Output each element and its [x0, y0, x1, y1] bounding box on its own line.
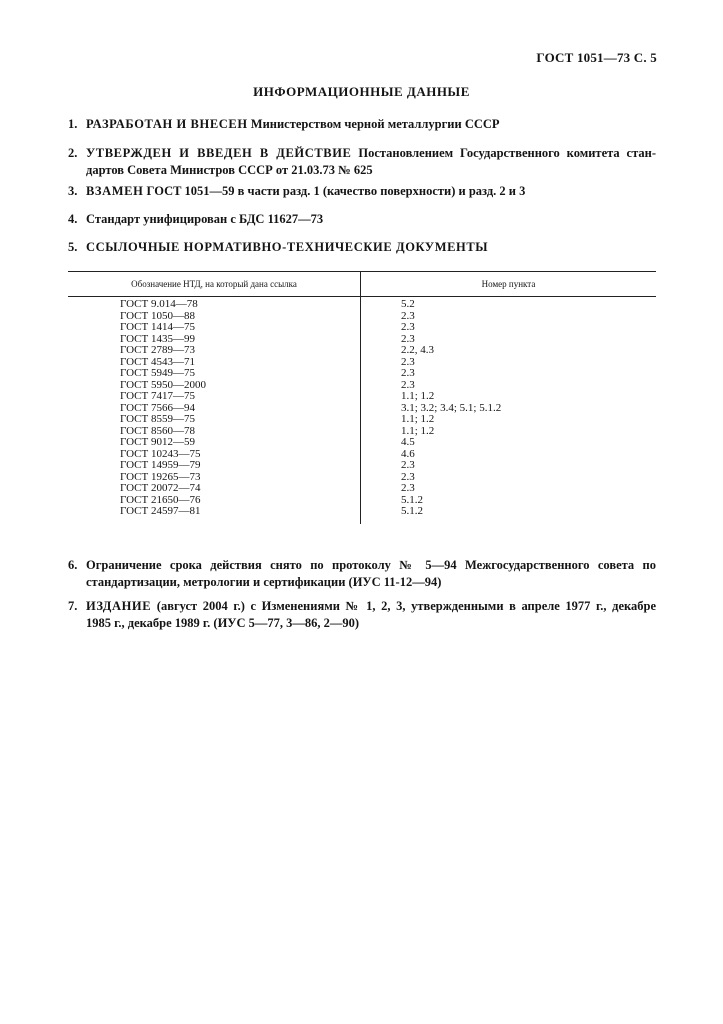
- table-cell-point: 2.3: [401, 378, 415, 391]
- item-number: 7.: [68, 599, 78, 613]
- table-cell-ntd: ГОСТ 9.014—78: [120, 298, 198, 310]
- table-cell-point: 2.3: [401, 367, 415, 379]
- table-cell-ntd: ГОСТ 8559—75: [120, 413, 195, 425]
- table-cell-point: 1.1; 1.2: [401, 424, 435, 437]
- info-item-1: [68, 116, 656, 133]
- reference-table: [68, 271, 656, 524]
- item-lead: ВЗАМЕН: [86, 184, 144, 198]
- item-number: 6.: [68, 558, 78, 572]
- column-point: [361, 297, 656, 524]
- info-item-3: [68, 183, 656, 200]
- info-item-2: [68, 145, 656, 179]
- section-title: ИНФОРМАЦИОННЫЕ ДАННЫЕ: [253, 84, 470, 99]
- table-cell-ntd: ГОСТ 1435—99: [120, 332, 195, 345]
- table-cell-point: 5.1.2: [401, 505, 423, 517]
- table-cell-ntd: ГОСТ 24597—81: [120, 505, 201, 517]
- info-item-6: [68, 557, 656, 591]
- table-cell-ntd: ГОСТ 8560—78: [120, 424, 195, 437]
- item-text-line2: дартов Совета Министров СССР от 21.03.73 № 625: [86, 163, 373, 177]
- table-cell-ntd: ГОСТ 20072—74: [120, 482, 201, 494]
- table-cell-ntd: ГОСТ 7417—75: [120, 390, 195, 402]
- table-cell-ntd: ГОСТ 4543—71: [120, 355, 195, 368]
- table-cell-ntd: ГОСТ 9012—59: [120, 436, 195, 448]
- table-cell-point: 2.3: [401, 459, 415, 471]
- table-cell-point: 5.1.2: [401, 493, 423, 506]
- item-text-line1: (август 2004 г.) с Изменениями № 1, 2, 3, утвержденными в апреле 1977 г., декабре: [156, 599, 657, 613]
- table-cell-ntd: ГОСТ 1414—75: [120, 321, 195, 333]
- table-cell-ntd: ГОСТ 10243—75: [120, 447, 201, 460]
- table-cell-ntd: ГОСТ 2789—73: [120, 344, 195, 356]
- table-cell-ntd: ГОСТ 21650—76: [120, 493, 201, 506]
- item-number: 3.: [68, 184, 78, 198]
- table-cell-ntd: ГОСТ 19265—73: [120, 470, 201, 483]
- table-cell-point: 2.3: [401, 482, 415, 494]
- table-cell-point: 2.3: [401, 309, 415, 322]
- item-number: 5.: [68, 240, 78, 254]
- info-item-7: [68, 598, 656, 632]
- column-ntd: [68, 297, 361, 524]
- table-cell-point: 5.2: [401, 298, 415, 310]
- table-cell-point: 2.3: [401, 470, 415, 483]
- table-cell-point: 3.1; 3.2; 3.4; 5.1; 5.1.2: [401, 401, 502, 414]
- item-text: Министерством черной металлургии СССР: [250, 117, 500, 131]
- table-cell-ntd: ГОСТ 1050—88: [120, 309, 195, 322]
- item-text: ГОСТ 1051—59 в части разд. 1 (качество поверхности) и разд. 2 и 3: [146, 184, 526, 198]
- item-number: 1.: [68, 117, 78, 131]
- item-text-line2: 1985 г., декабре 1989 г. (ИУС 5—77, 3—86, 2—90): [86, 616, 360, 630]
- info-item-5: [68, 239, 656, 256]
- page-header-ref: ГОСТ 1051—73 С. 5: [536, 50, 657, 65]
- item-text-line1: Постановлением Государственного комитета стан-: [358, 146, 656, 160]
- table-cell-point: 2.3: [401, 332, 415, 345]
- table-cell-point: 2.3: [401, 355, 415, 368]
- info-item-4: [68, 211, 656, 228]
- table-cell-ntd: ГОСТ 5949—75: [120, 367, 195, 379]
- table-cell-point: 2.3: [401, 321, 415, 333]
- table-cell-ntd: ГОСТ 5950—2000: [120, 378, 206, 391]
- header-point: Номер пункта: [481, 279, 536, 289]
- item-lead: ИЗДАНИЕ: [86, 599, 152, 613]
- item-lead: ССЫЛОЧНЫЕ НОРМАТИВНО-ТЕХНИЧЕСКИЕ ДОКУМЕНТЫ: [86, 240, 489, 254]
- item-lead: РАЗРАБОТАН И ВНЕСЕН: [86, 117, 248, 131]
- table-header: [68, 271, 656, 297]
- table-cell-point: 4.5: [401, 436, 415, 448]
- header-ntd: Обозначение НТД, на который дана ссылка: [68, 272, 361, 296]
- item-number: 2.: [68, 146, 78, 160]
- item-text: Стандарт унифицирован с БДС 11627—73: [86, 212, 324, 226]
- item-lead: УТВЕРЖДЕН И ВВЕДЕН В ДЕЙСТВИЕ: [86, 146, 352, 160]
- table-cell-ntd: ГОСТ 14959—79: [120, 459, 201, 471]
- item-text-line2: стандартизации, метрологии и сертификации (ИУС 11-12—94): [86, 575, 442, 589]
- table-body: [68, 297, 656, 524]
- table-cell-point: 2.2, 4.3: [401, 344, 434, 356]
- table-cell-ntd: ГОСТ 7566—94: [120, 401, 195, 414]
- item-text-line1: Ограничение срока действия снято по протоколу № 5—94 Межгосударственного совета по: [86, 558, 656, 572]
- table-cell-point: 1.1; 1.2: [401, 390, 435, 402]
- table-cell-point: 1.1; 1.2: [401, 413, 435, 425]
- table-cell-point: 4.6: [401, 447, 415, 460]
- item-number: 4.: [68, 212, 78, 226]
